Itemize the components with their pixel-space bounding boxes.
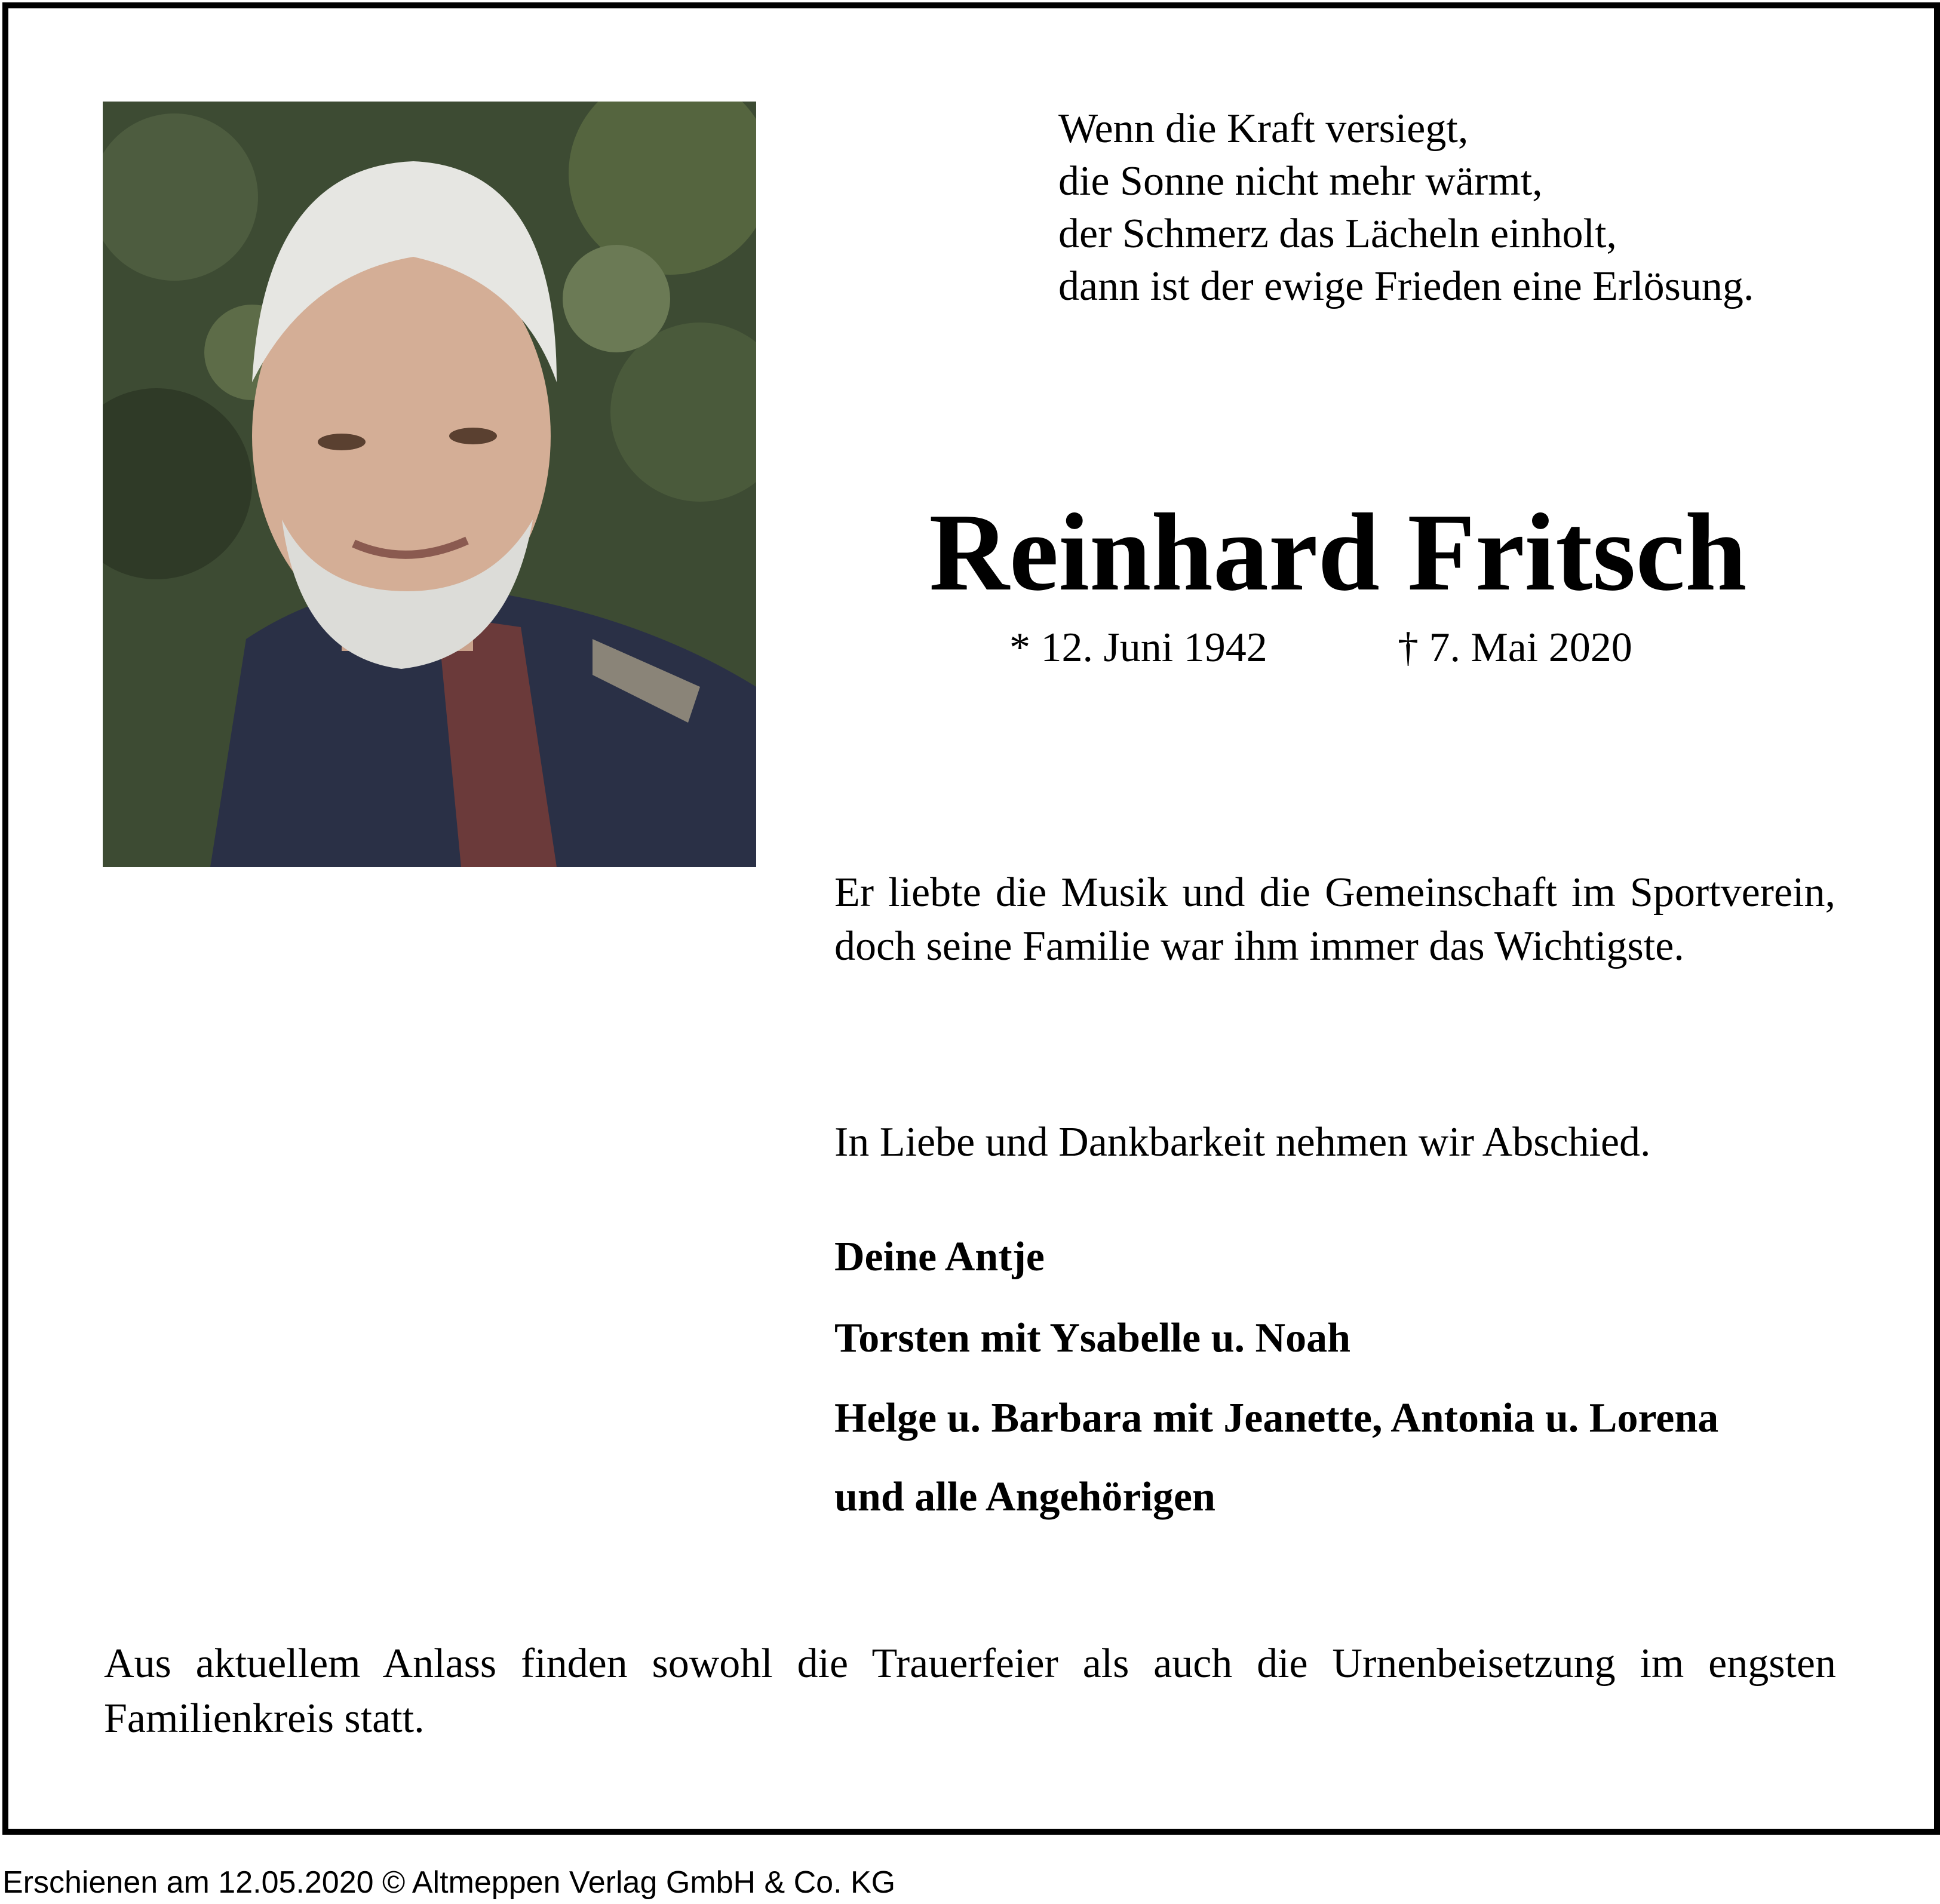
signatory: Torsten mit Ysabelle u. Noah	[834, 1315, 1351, 1361]
publication-footer: Erschienen am 12.05.2020 © Altmeppen Verlag GmbH & Co. KG	[2, 1865, 896, 1900]
ceremony-notice: Aus aktuellem Anlass finden sowohl die Trauerfeier als auch die Urnenbeisetzung im engsten Familienkreis statt.	[104, 1641, 1836, 1742]
death-date: † 7. Mai 2020	[1398, 625, 1632, 671]
poem	[1058, 103, 1865, 313]
farewell-text: In Liebe und Dankbarkeit nehmen wir Abschied.	[834, 1119, 1651, 1165]
poem-line: dann ist der ewige Frieden eine Erlösung.	[1058, 263, 1754, 309]
poem-line: die Sonne nicht mehr wärmt,	[1058, 158, 1543, 204]
signatory: und alle Angehörigen	[834, 1474, 1215, 1520]
tribute-text: Er liebte die Musik und die Gemeinschaft im Sportverein, doch seine Familie war ihm immer das Wichtigste.	[834, 870, 1835, 969]
poem-line: der Schmerz das Lächeln einholt,	[1058, 211, 1617, 257]
signatory: Deine Antje	[834, 1234, 1045, 1280]
deceased-name: Reinhard Fritsch	[929, 491, 1747, 614]
portrait-photo	[103, 102, 756, 867]
birth-date: * 12. Juni 1942	[1009, 625, 1267, 671]
poem-line: Wenn die Kraft versiegt,	[1058, 106, 1469, 152]
signatory: Helge u. Barbara mit Jeanette, Antonia u. Lorena	[834, 1395, 1719, 1441]
